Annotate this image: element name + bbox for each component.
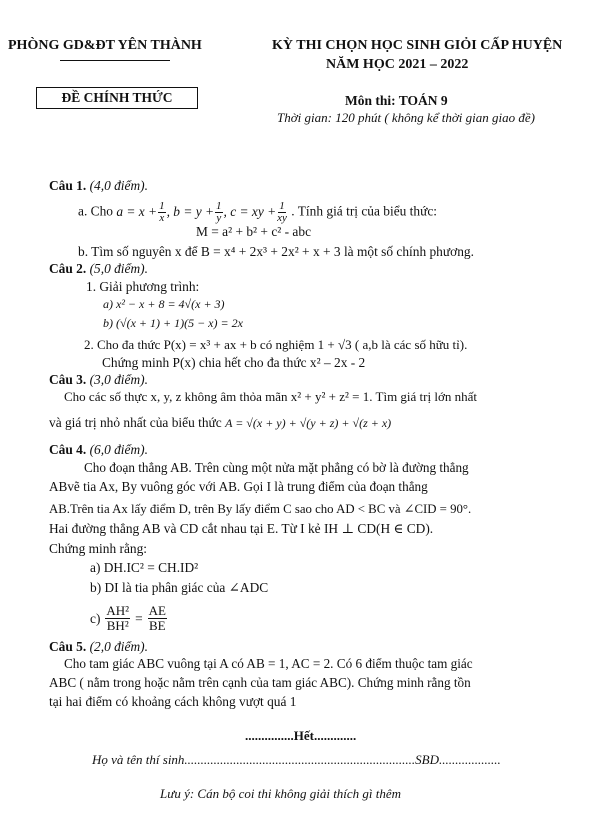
question-4c-prefix: c)	[90, 610, 101, 626]
question-3-line2	[49, 415, 391, 431]
fraction-ah-bh	[105, 604, 130, 633]
exam-year: NĂM HỌC 2021 – 2022	[326, 57, 469, 72]
question-2-heading	[49, 261, 148, 277]
exam-time: Thời gian: 120 phút ( không kể thời gian giao đề)	[277, 110, 535, 125]
question-4b: b) DI là tia phân giác của ∠ADC	[90, 580, 269, 595]
question-5-points: (2,0 điểm).	[89, 639, 148, 654]
question-1-title: Câu 1.	[49, 178, 90, 193]
question-4-line1: Cho đoạn thẳng AB. Trên cùng một nửa mặt phẳng có bờ là đường thẳng	[84, 460, 469, 475]
fraction-1-denominator: BH²	[106, 618, 129, 633]
question-4-heading	[49, 442, 148, 458]
question-2-points: (5,0 điểm).	[89, 261, 148, 276]
question-4c	[90, 604, 168, 633]
question-3-line1: Cho các số thực x, y, z không âm thỏa mãn x² + y² + z² = 1. Tìm giá trị lớn nhất	[64, 389, 477, 404]
question-4-line4: Hai đường thẳng AB và CD cắt nhau tại E. Từ I kẻ IH ⊥ CD(H ∈ CD).	[49, 521, 434, 536]
question-2-part2b: Chứng minh P(x) chia hết cho đa thức x² – 2x - 2	[102, 355, 366, 370]
question-1-points: (4,0 điểm).	[89, 178, 148, 193]
end-marker: ...............Hết.............	[245, 728, 357, 743]
question-2-part2: 2. Cho đa thức P(x) = x³ + ax + b có nghiệm 1 + √3 ( a,b là các số hữu tỉ).	[84, 337, 468, 352]
question-2-part1: 1. Giải phương trình:	[86, 279, 200, 294]
footer-note: Lưu ý: Cán bộ coi thi không giải thích gì thêm	[160, 786, 402, 801]
fraction-2-denominator: BE	[149, 618, 166, 633]
question-5-heading	[49, 639, 148, 655]
question-4-line3: AB.Trên tia Ax lấy điểm D, trên By lấy điểm C sao cho AD < BC và ∠CID = 90°.	[49, 502, 472, 516]
question-4-line5: Chứng minh rằng:	[49, 541, 148, 556]
question-4a: a) DH.IC² = CH.ID²	[90, 560, 199, 575]
question-5-title: Câu 5.	[49, 639, 90, 654]
question-1-heading	[49, 178, 148, 194]
question-2-part1b: b) (√(x + 1) + 1)(5 − x) = 2x	[103, 316, 243, 330]
question-1a-defs: a = x + $\frac{1}{x}$ , b = y + $\frac{1}{y}$ , c = xy + $\frac{1}{xy}$	[116, 200, 287, 224]
exam-title: KỲ THI CHỌN HỌC SINH GIỎI CẤP HUYỆN	[272, 38, 563, 53]
question-1a-text: . Tính giá trị của biểu thức:	[291, 203, 438, 219]
question-3-points: (3,0 điểm).	[89, 372, 148, 387]
question-1a-prefix: a. Cho	[78, 203, 117, 219]
question-2-title: Câu 2.	[49, 261, 90, 276]
official-label: ĐỀ CHÍNH THỨC	[36, 87, 198, 109]
question-4-title: Câu 4.	[49, 442, 90, 457]
question-1b: b. Tìm số nguyên x để B = x⁴ + 2x³ + 2x² + x + 3 là một số chính phương.	[78, 244, 474, 259]
org-underline	[60, 60, 170, 61]
question-4-points: (6,0 điểm).	[89, 442, 148, 457]
question-3-heading	[49, 372, 148, 388]
fraction-ae-be	[148, 604, 167, 633]
question-5-line1: Cho tam giác ABC vuông tại A có AB = 1, AC = 2. Có 6 điểm thuộc tam giác	[64, 656, 473, 671]
question-3-title: Câu 3.	[49, 372, 90, 387]
equals-sign: =	[135, 610, 143, 626]
expression-a: A = √(x + y) + √(y + z) + √(z + x)	[225, 416, 392, 430]
question-3-line2-prefix: và giá trị nhỏ nhất của biểu thức	[49, 415, 226, 430]
question-4-line2: ABvẽ tia Ax, By vuông góc với AB. Gọi I là trung điểm của đoạn thẳng	[49, 479, 428, 494]
org-name: PHÒNG GD&ĐT YÊN THÀNH	[8, 38, 202, 53]
fraction-2-numerator: AE	[148, 603, 166, 618]
question-5-line2: ABC ( nằm trong hoặc nằm trên cạnh của tam giác ABC). Chứng minh rằng tồn	[49, 675, 471, 690]
candidate-name-line: Họ và tên thí sinh.......................................................................SBD...................	[92, 752, 501, 767]
fraction-1-numerator: AH²	[106, 603, 130, 618]
question-1a	[78, 201, 437, 224]
question-5-line3: tại hai điểm có khoảng cách không vượt quá 1	[49, 694, 297, 709]
question-2-part1a: a) x² − x + 8 = 4√(x + 3)	[103, 297, 225, 311]
formula-m: M = a² + b² + c² - abc	[196, 224, 312, 239]
subject: Môn thi: TOÁN 9	[345, 93, 448, 108]
